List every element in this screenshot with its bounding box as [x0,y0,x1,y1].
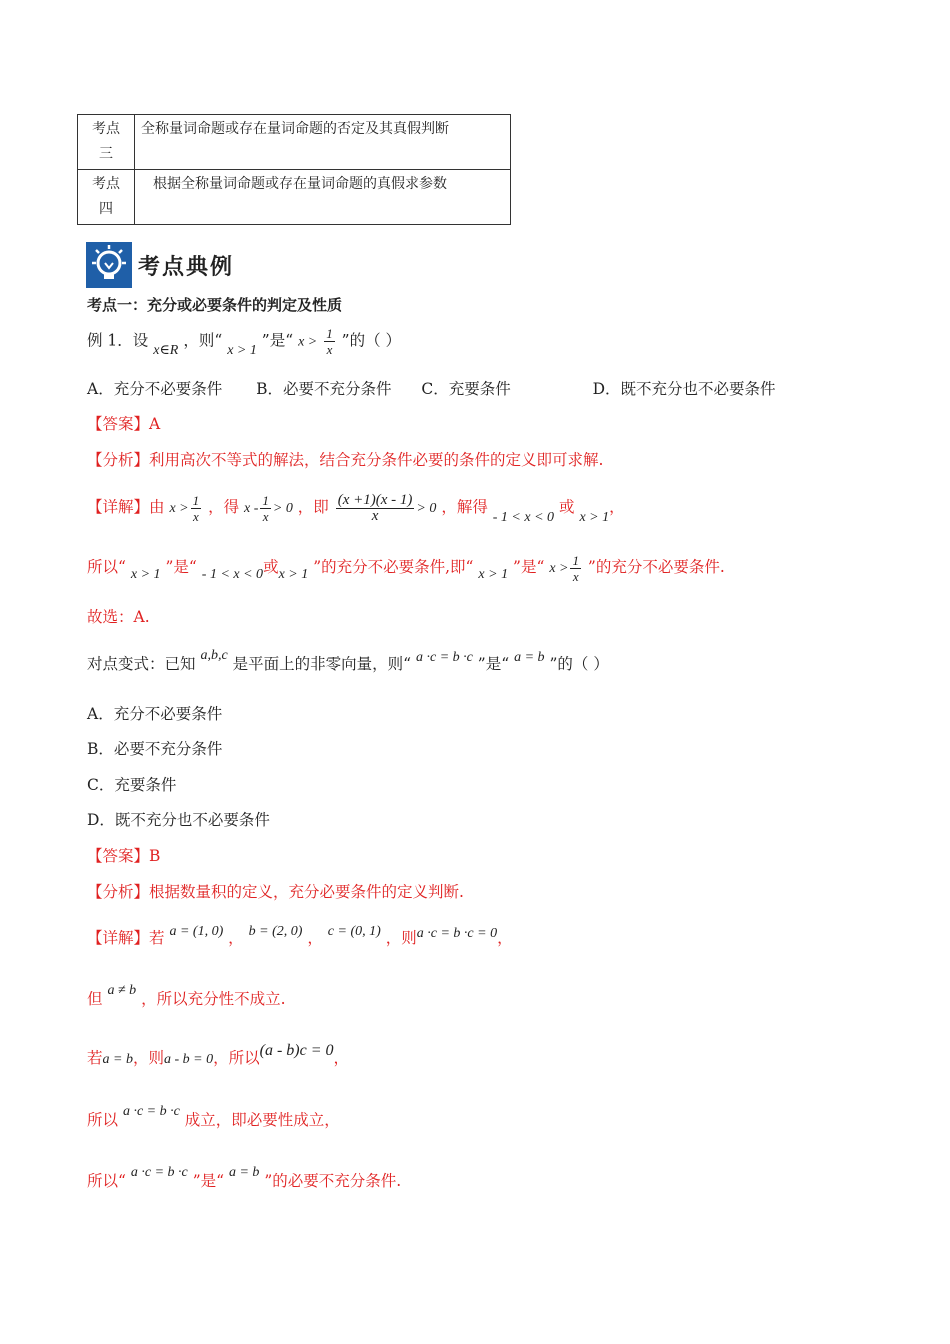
detail: 【详解】由 x > $\frac{1}{x}$ ，得 x - $\frac{1}{x}$ > 0 ，即 $\frac{(x +1)(x - 1)}{x}$ > 0 ，解得 - 1 < x < 0 或 x > 1， [87,491,625,525]
variant-necessary: 所以 a ·c = b ·c 成立，即必要性成立， [87,1104,340,1129]
answer: 【答案】B [87,847,161,865]
option-d[interactable]: D．既不充分也不必要条件 [87,811,270,829]
topic-label: 考点 四 [78,170,135,225]
topic-label: 考点 三 [78,115,135,170]
analysis: 【分析】利用高次不等式的解法，结合充分条件必要的条件的定义即可求解. [87,451,604,469]
choose: 故选：A. [87,608,150,626]
option-b[interactable]: B．必要不充分条件 [256,380,392,398]
variant-detail: 【详解】若 a = (1, 0) ， b = (2, 0) ， c = (0, 1) ，则a ·c = b ·c = 0， [87,924,513,947]
conclusion: 所以“ x > 1 ”是“ - 1 < x < 0或x > 1 ”的充分不必要条件,即“ x > 1 ”是“ x > $\frac{1}{x}$ ”的充分不必要条件. [87,552,725,584]
option-b[interactable]: B．必要不充分条件 [87,740,223,758]
variant-final: 所以“ a ·c = b ·c ”是“ a = b ”的必要不充分条件. [87,1165,402,1190]
option-c[interactable]: C．充要条件 [421,380,511,398]
option-c[interactable]: C．充要条件 [87,776,177,794]
section-heading [86,241,234,289]
option-a[interactable]: A．充分不必要条件 [87,705,223,723]
table-row [78,170,511,225]
topic-content: 全称量词命题或存在量词命题的否定及其真假判断 [135,115,511,170]
section-title: 考点一：充分或必要条件的判定及性质 [87,296,343,314]
table-row [78,115,511,170]
topic-table [77,114,511,225]
analysis: 【分析】根据数量积的定义，充分必要条件的定义判断. [87,883,464,901]
heading-title: 考点典例 [138,253,235,280]
variant-if: 若a = b，则a - b = 0，所以(a - b)c = 0， [87,1042,350,1067]
variant-question: 对点变式：已知 a,b,c 是平面上的非零向量，则“ a ·c = b ·c ”是“ a = b ”的（ ） [87,648,609,673]
topic-content: 根据全称量词命题或存在量词命题的真假求参数 [135,170,511,225]
example1-question: 例 1．设 x∈R ，则“ x > 1 ”是“ x > $\frac{1}{x}$ ”的（ ） [87,326,401,358]
option-a[interactable]: A．充分不必要条件 [87,380,223,398]
lightbulb-icon [86,242,132,288]
option-d[interactable]: D．既不充分也不必要条件 [592,380,776,398]
example1-options [87,379,776,399]
variant-but: 但 a ≠ b ，所以充分性不成立. [87,983,286,1008]
answer: 【答案】A [87,415,161,433]
